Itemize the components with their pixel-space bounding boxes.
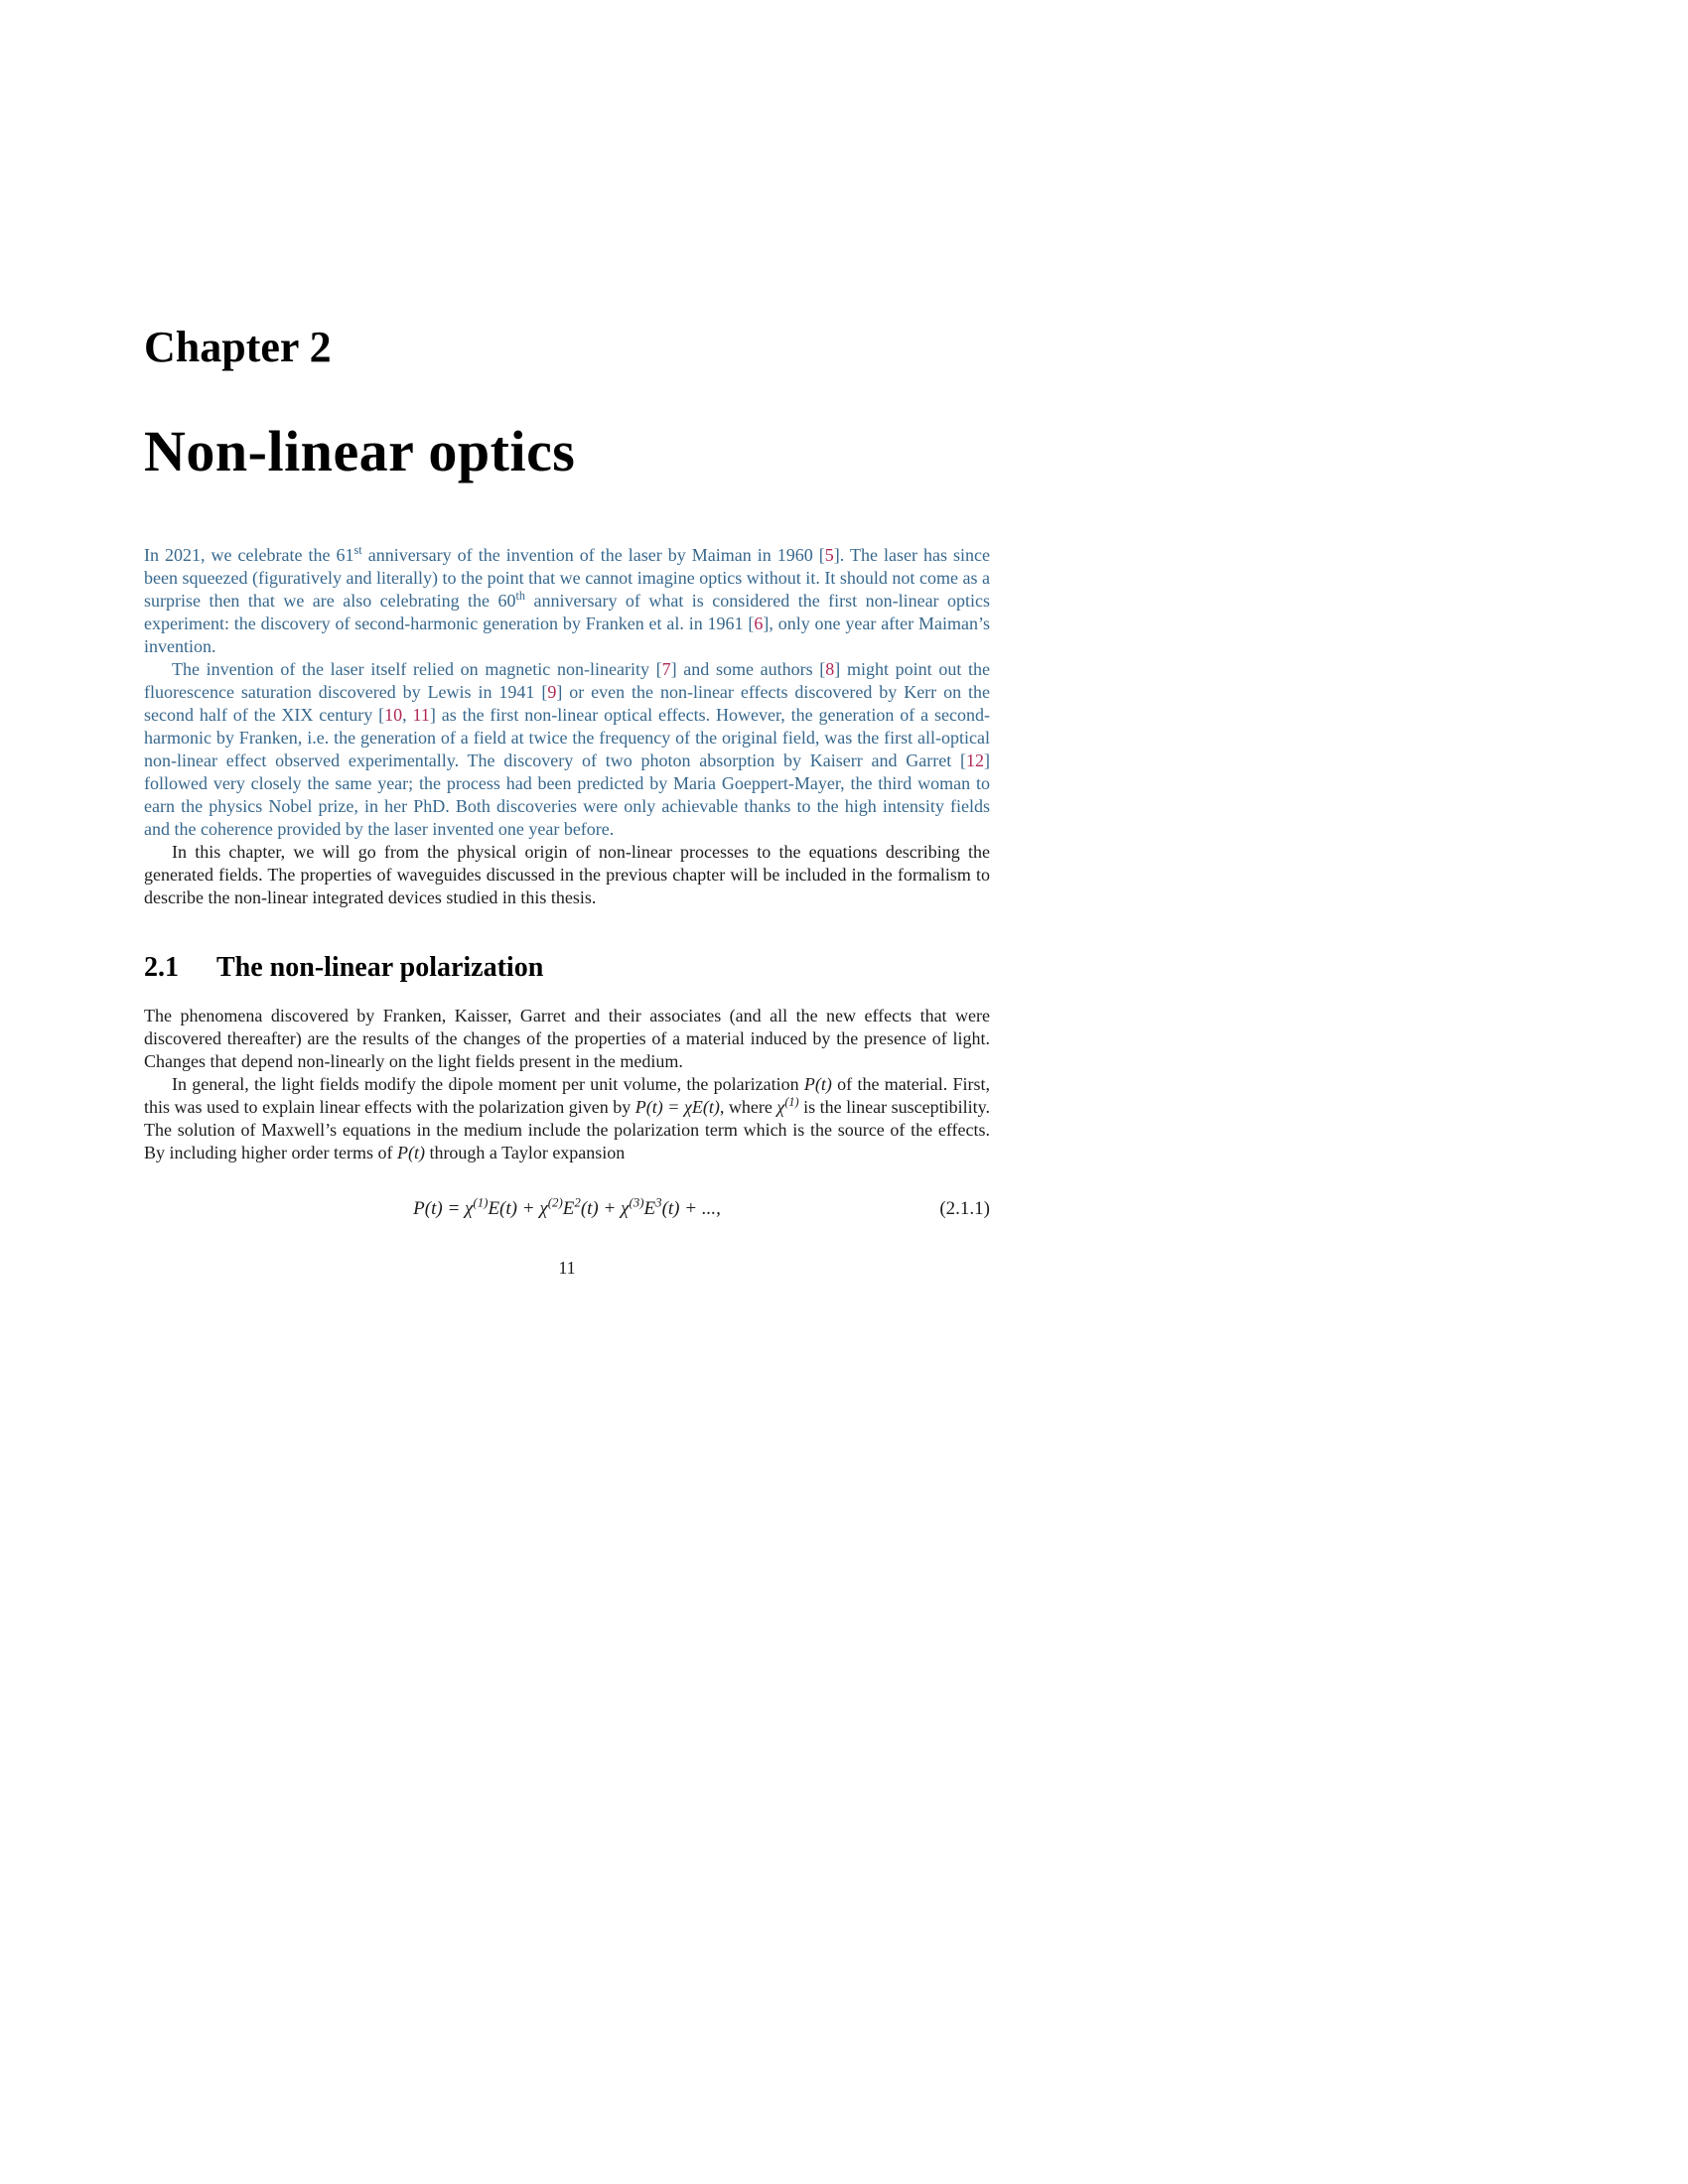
- section-heading: [144, 951, 990, 985]
- text-segment: is the linear susceptibility. The solution of Maxwell’s equations in the medium include the polarization term which is the source of the effects. By including higher order terms of: [144, 1096, 990, 1162]
- math-superscript: 2: [574, 1194, 581, 1210]
- text-segment: ] or even the non-linear effects discovered by Kerr on the second half of the XIX century [: [144, 682, 991, 726]
- text-segment: ] might point out the fluorescence saturation discovered by Lewis in 1941 [: [144, 659, 990, 703]
- section-paragraph-2: [144, 1073, 990, 1164]
- citation-link-6[interactable]: 6: [754, 614, 764, 634]
- math-superscript: (3): [629, 1194, 644, 1210]
- equation-number: (2.1.1): [939, 1197, 990, 1219]
- citation-link-9[interactable]: 9: [547, 682, 557, 703]
- citation-link-12[interactable]: 12: [966, 751, 984, 771]
- section-paragraph-1: The phenomena discovered by Franken, Kaisser, Garret and their associates (and all the new effects that were discovered thereafter) are the results of the changes of the properties of a material induced by the presence of light. Changes that depend non-linearly on the light fields present in the medium.: [144, 1005, 990, 1071]
- intro-paragraph-1: [144, 544, 990, 658]
- equation: [144, 1194, 990, 1220]
- chapter-label: Chapter 2: [144, 323, 332, 371]
- text-segment: ], only one year after Maiman’s invention.: [144, 614, 990, 657]
- text-segment: ]. The laser has since been squeezed (figuratively and literally) to the point that we cannot imagine optics without it. It should not come as a surprise then that we are also celebrating the 60: [144, 545, 990, 612]
- math-segment: E: [562, 1197, 575, 1219]
- math-segment: (t) + χ: [580, 1197, 630, 1219]
- inline-math: P(t): [396, 1142, 425, 1162]
- chapter-title: Non-linear optics: [144, 418, 576, 483]
- text-segment: ] and some authors [: [670, 659, 826, 680]
- math-segment: E(t) + χ: [488, 1197, 548, 1219]
- text-column: [144, 0, 990, 1279]
- section-title: The non-linear polarization: [216, 952, 544, 984]
- math-segment: P(t) = χ: [413, 1197, 474, 1219]
- page-number: 11: [558, 1257, 576, 1278]
- math-segment: (t) + ...,: [661, 1197, 721, 1219]
- inline-math: P(t) = χE(t): [634, 1096, 720, 1117]
- text-segment: , where: [719, 1096, 777, 1117]
- math-superscript: (2): [547, 1194, 563, 1210]
- inline-math: χ: [776, 1096, 785, 1117]
- chapter-outline-paragraph: In this chapter, we will go from the physical origin of non-linear processes to the equations describing the generated fields. The properties of waveguides discussed in the previous chapter will be included in the formalism to describe the non-linear integrated devices studied in this thesis.: [144, 842, 990, 908]
- citation-link-7[interactable]: 7: [661, 659, 671, 680]
- math-superscript: (1): [784, 1094, 799, 1109]
- section-number: 2.1: [144, 952, 179, 984]
- text-segment: In general, the light fields modify the dipole moment per unit volume, the polarization: [172, 1073, 804, 1094]
- text-segment: of the material. First, this was used to explain linear effects with the polarization given by: [144, 1073, 990, 1117]
- text-segment: anniversary of the invention of the laser by Maiman in 1960 [: [361, 545, 825, 566]
- text-segment: ] as the first non-linear optical effects. However, the generation of a second-harmonic by Franken, i.e. the generation of a field at twice the frequency of the original field, was the first all-optical non-linear effect observed experimentally. The discovery of two photon absorption by Kaiserr and Garret [: [144, 705, 990, 771]
- inline-math: P(t): [803, 1073, 832, 1094]
- math-superscript: (1): [473, 1194, 489, 1210]
- ordinal-superscript: th: [515, 589, 526, 604]
- text-segment: ] followed very closely the same year; the process had been predicted by Maria Goeppert-Mayer, the third woman to earn the physics Nobel prize, in her PhD. Both discoveries were only achievable thanks to the high intensity fields and the coherence provided by the laser invented one year before.: [144, 751, 990, 840]
- citation-link-8[interactable]: 8: [825, 659, 835, 680]
- citation-link-11[interactable]: 11: [412, 705, 430, 726]
- math-superscript: 3: [655, 1194, 662, 1210]
- text-segment: through a Taylor expansion: [424, 1142, 626, 1162]
- text-segment: anniversary of what is considered the first non-linear optics experiment: the discovery of second-harmonic generation by Franken et al. in 1961 [: [144, 591, 991, 634]
- text-segment: In 2021, we celebrate the 61: [144, 545, 354, 566]
- equation-math: [413, 1194, 721, 1220]
- intro-paragraph-2: [144, 658, 990, 841]
- text-segment: ,: [402, 705, 413, 726]
- citation-link-10[interactable]: 10: [384, 705, 403, 726]
- citation-link-5[interactable]: 5: [824, 545, 834, 566]
- math-segment: E: [643, 1197, 656, 1219]
- ordinal-superscript: st: [353, 543, 362, 558]
- text-segment: The invention of the laser itself relied on magnetic non-linearity [: [172, 659, 662, 680]
